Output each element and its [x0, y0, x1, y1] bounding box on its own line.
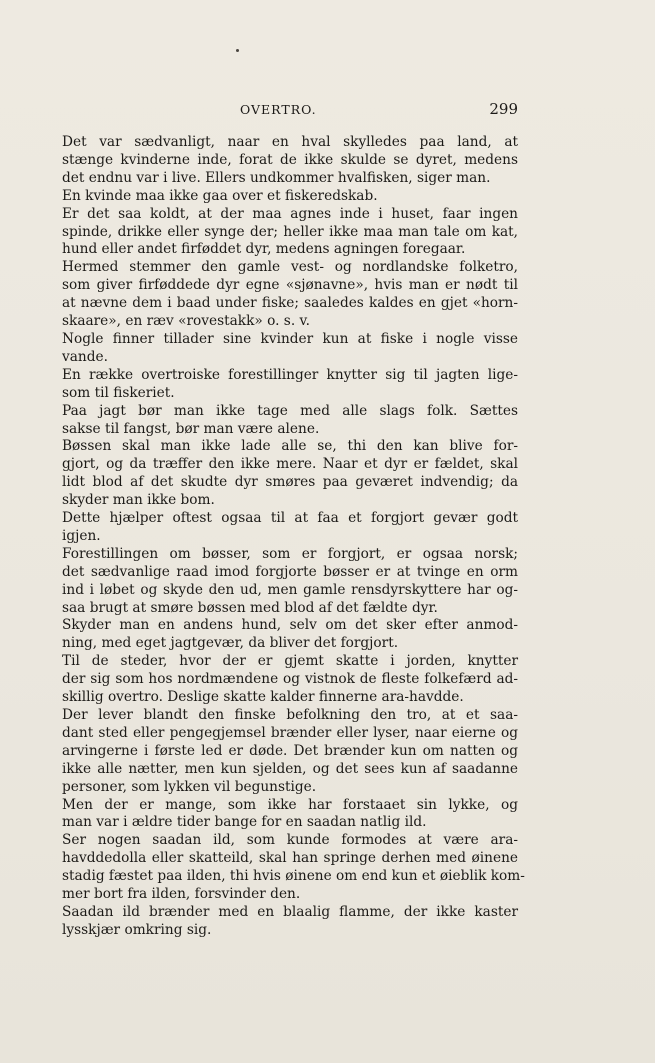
text-line: at nævne dem i baad under fiske; saaledes kaldes en gjet «horn-	[62, 295, 518, 312]
text-line: lysskjær omkring sig.	[62, 921, 212, 938]
text-line: det sædvanlige raad imod forgjorte bøsser er at tvinge en orm	[62, 563, 518, 580]
text-line: Til de steder, hvor der er gjemt skatte i jorden, knytter	[62, 653, 518, 670]
text-line: havddedolla eller skatteild, skal han springe derhen med øinene	[62, 850, 518, 867]
text-line: Skyder man en andens hund, selv om det sker efter anmod-	[62, 617, 518, 634]
text-line: arvingerne i første led er døde. Det brænder kun om natten og	[62, 742, 518, 759]
text-line: stadig fæstet paa ilden, thi hvis øinene om end kun et øieblik kom-	[62, 868, 525, 885]
page-number: 299	[489, 100, 518, 118]
text-line: skaare», en ræv «rovestakk» o. s. v.	[62, 313, 310, 330]
text-line: ikke alle nætter, men kun sjelden, og det sees kun af saadanne	[62, 760, 518, 777]
text-line: skillig overtro. Deslige skatte kalder finnerne ara-havdde.	[62, 689, 464, 706]
print-speck	[236, 49, 239, 52]
text-line: Hermed stemmer den gamle vest- og nordlandske folketro,	[62, 259, 518, 276]
text-line: ind i løbet og skyde den ud, men gamle rensdyrskyttere har og-	[62, 581, 518, 598]
text-line: der sig som hos nordmændene og vistnok de fleste folkefærd ad-	[62, 671, 518, 688]
text-line: sakse til fangst, bør man være alene.	[62, 420, 320, 437]
text-line: personer, som lykken vil begunstige.	[62, 778, 317, 795]
text-line: spinde, drikke eller synge der; heller ikke maa man tale om kat,	[62, 223, 518, 240]
text-line: Dette hjælper oftest ogsaa til at faa et forgjort gevær godt	[62, 510, 518, 527]
text-line: Er det saa koldt, at der maa agnes inde i huset, faar ingen	[62, 205, 518, 222]
text-line: Saadan ild brænder med en blaalig flamme, der ikke kaster	[62, 903, 518, 920]
text-line: lidt blod af det skudte dyr smøres paa geværet indvendig; da	[62, 474, 518, 491]
text-line: skyder man ikke bom.	[62, 492, 215, 509]
text-line: som giver firføddede dyr egne «sjønavne», hvis man er nødt til	[62, 277, 518, 294]
page-header	[62, 102, 518, 122]
text-line: En række overtroiske forestillinger knytter sig til jagten lige-	[62, 366, 518, 383]
text-line: ning, med eget jagtgevær, da bliver det forgjort.	[62, 635, 399, 652]
text-line: som til fiskeriet.	[62, 384, 175, 401]
body-text	[62, 134, 525, 940]
text-line: Bøssen skal man ikke lade alle se, thi den kan blive for-	[62, 438, 518, 455]
text-line: En kvinde maa ikke gaa over et fiskeredskab.	[62, 187, 378, 204]
text-line: Men der er mange, som ikke har forstaaet sin lykke, og	[62, 796, 518, 813]
running-title: OVERTRO.	[240, 102, 317, 117]
text-line: stænge kvinderne inde, forat de ikke skulde se dyret, medens	[62, 151, 518, 168]
text-line: hund eller andet firføddet dyr, medens agningen foregaar.	[62, 241, 466, 258]
text-line: Der lever blandt den finske befolkning den tro, at et saa-	[62, 707, 518, 723]
text-line: gjort, og da træffer den ikke mere. Naar et dyr er fældet, skal	[62, 456, 518, 473]
text-line: man var i ældre tider bange for en saadan natlig ild.	[62, 814, 427, 831]
text-line: dant sted eller pengegjemsel brænder eller lyser, naar eierne og	[62, 724, 518, 741]
text-line: Paa jagt bør man ikke tage med alle slags folk. Sættes	[62, 402, 518, 419]
text-line: vande.	[62, 348, 108, 365]
text-line: igjen.	[62, 527, 101, 544]
text-line: Ser nogen saadan ild, som kunde formodes at være ara-	[62, 832, 518, 849]
text-line: det endnu var i live. Ellers undkommer hvalfisken, siger man.	[62, 169, 491, 186]
text-line: Det var sædvanligt, naar en hval skylledes paa land, at	[62, 134, 518, 150]
text-line: Forestillingen om bøsser, som er forgjort, er ogsaa norsk;	[62, 545, 518, 562]
text-line: saa brugt at smøre bøssen med blod af det fældte dyr.	[62, 599, 438, 616]
text-line: mer bort fra ilden, forsvinder den.	[62, 886, 301, 903]
text-line: Nogle finner tillader sine kvinder kun at fiske i nogle visse	[62, 330, 518, 347]
